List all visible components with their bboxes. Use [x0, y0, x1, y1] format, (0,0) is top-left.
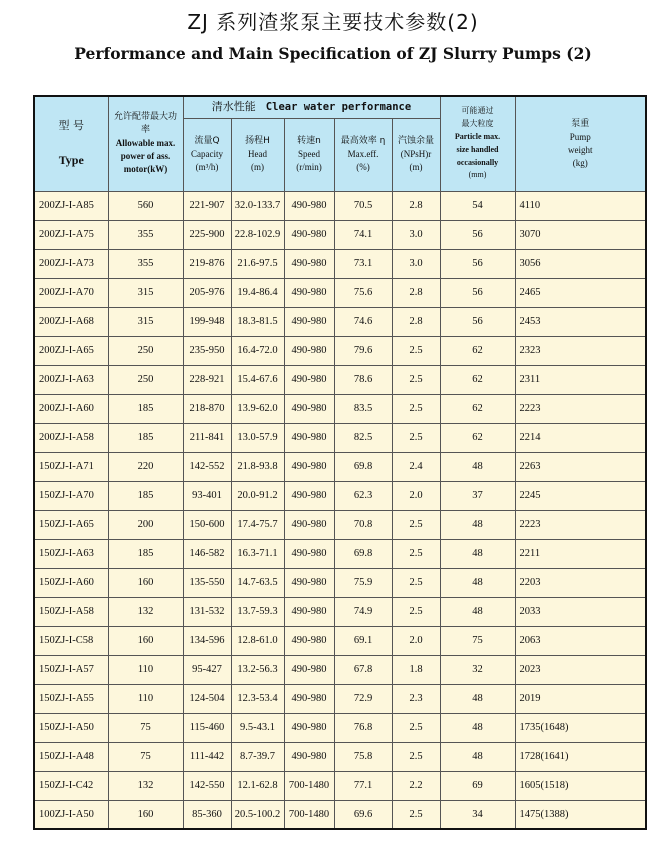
cell-weight: 2203: [515, 568, 646, 597]
header-npsh: [392, 118, 440, 191]
cell-particle: 48: [440, 452, 515, 481]
cell-speed: 700-1480: [284, 800, 334, 829]
cell-capacity: 111-442: [183, 742, 231, 771]
cell-model: 150ZJ-I-A60: [34, 568, 108, 597]
header-weight-en2: weight: [568, 144, 593, 155]
cell-particle: 56: [440, 307, 515, 336]
cell-capacity: 142-552: [183, 452, 231, 481]
cell-npsh: 2.5: [392, 742, 440, 771]
header-clear-water-cn: 清水性能: [211, 100, 256, 114]
cell-speed: 490-980: [284, 626, 334, 655]
cell-power: 200: [108, 510, 183, 539]
cell-efficiency: 79.6: [334, 336, 392, 365]
table-row: [34, 423, 646, 452]
cell-model: 150ZJ-I-A55: [34, 684, 108, 713]
cell-head: 21.6-97.5: [231, 249, 284, 278]
cell-head: 12.1-62.8: [231, 771, 284, 800]
cell-speed: 490-980: [284, 278, 334, 307]
header-efficiency-en: Max.eff.: [347, 148, 379, 159]
cell-head: 19.4-86.4: [231, 278, 284, 307]
table-row: [34, 655, 646, 684]
cell-weight: 2033: [515, 597, 646, 626]
cell-head: 15.4-67.6: [231, 365, 284, 394]
cell-npsh: 1.8: [392, 655, 440, 684]
cell-npsh: 2.5: [392, 597, 440, 626]
cell-weight: 2063: [515, 626, 646, 655]
header-npsh-en: (NPsH)r: [400, 148, 432, 159]
cell-efficiency: 82.5: [334, 423, 392, 452]
cell-capacity: 228-921: [183, 365, 231, 394]
cell-capacity: 146-582: [183, 539, 231, 568]
cell-head: 13.9-62.0: [231, 394, 284, 423]
cell-particle: 62: [440, 365, 515, 394]
cell-speed: 700-1480: [284, 771, 334, 800]
table-row: [34, 771, 646, 800]
table-row: [34, 365, 646, 394]
cell-power: 315: [108, 278, 183, 307]
cell-head: 16.3-71.1: [231, 539, 284, 568]
cell-model: 200ZJ-I-A63: [34, 365, 108, 394]
table-row: [34, 626, 646, 655]
cell-head: 14.7-63.5: [231, 568, 284, 597]
cell-speed: 490-980: [284, 684, 334, 713]
table-header: [34, 96, 646, 191]
cell-capacity: 134-596: [183, 626, 231, 655]
cell-head: 12.3-53.4: [231, 684, 284, 713]
cell-model: 200ZJ-I-A58: [34, 423, 108, 452]
cell-power: 250: [108, 365, 183, 394]
header-type-cn: 型 号: [58, 119, 84, 133]
cell-model: 150ZJ-I-A50: [34, 713, 108, 742]
header-capacity-cn: 流量Q: [194, 135, 220, 146]
cell-weight: 1735(1648): [515, 713, 646, 742]
table-row: [34, 249, 646, 278]
cell-npsh: 2.8: [392, 278, 440, 307]
cell-npsh: 2.0: [392, 481, 440, 510]
header-power-cn: 允许配带最大功 率: [113, 112, 177, 136]
cell-efficiency: 70.8: [334, 510, 392, 539]
cell-power: 355: [108, 220, 183, 249]
header-power-en3: motor(kW): [123, 164, 168, 175]
cell-weight: 2245: [515, 481, 646, 510]
header-efficiency-unit: (%): [356, 162, 370, 173]
cell-efficiency: 75.6: [334, 278, 392, 307]
cell-weight: 1728(1641): [515, 742, 646, 771]
header-particle-unit: (mm): [468, 170, 487, 180]
header-power-en2: power of ass.: [120, 151, 171, 162]
cell-weight: 2214: [515, 423, 646, 452]
cell-model: 200ZJ-I-A73: [34, 249, 108, 278]
cell-weight: 3070: [515, 220, 646, 249]
cell-weight: 3056: [515, 249, 646, 278]
cell-capacity: 142-550: [183, 771, 231, 800]
cell-particle: 37: [440, 481, 515, 510]
cell-capacity: 135-550: [183, 568, 231, 597]
cell-speed: 490-980: [284, 336, 334, 365]
cell-head: 18.3-81.5: [231, 307, 284, 336]
cell-model: 150ZJ-I-A71: [34, 452, 108, 481]
cell-npsh: 2.5: [392, 568, 440, 597]
cell-particle: 56: [440, 278, 515, 307]
cell-capacity: 150-600: [183, 510, 231, 539]
cell-capacity: 219-876: [183, 249, 231, 278]
cell-particle: 56: [440, 249, 515, 278]
cell-particle: 48: [440, 684, 515, 713]
cell-npsh: 2.5: [392, 713, 440, 742]
cell-capacity: 225-900: [183, 220, 231, 249]
header-npsh-cn: 汽蚀余量: [398, 135, 435, 146]
cell-npsh: 2.4: [392, 452, 440, 481]
cell-head: 16.4-72.0: [231, 336, 284, 365]
header-weight-unit: (kg): [572, 157, 588, 168]
cell-npsh: 2.5: [392, 394, 440, 423]
cell-head: 22.8-102.9: [231, 220, 284, 249]
cell-weight: 2223: [515, 510, 646, 539]
cell-speed: 490-980: [284, 742, 334, 771]
cell-npsh: 2.2: [392, 771, 440, 800]
cell-speed: 490-980: [284, 539, 334, 568]
header-power: [108, 96, 183, 191]
cell-weight: 1475(1388): [515, 800, 646, 829]
header-type: [34, 96, 108, 191]
cell-capacity: 131-532: [183, 597, 231, 626]
cell-model: 150ZJ-I-A65: [34, 510, 108, 539]
cell-capacity: 199-948: [183, 307, 231, 336]
cell-power: 110: [108, 684, 183, 713]
header-particle-en3: occasionally: [456, 157, 499, 167]
header-speed-cn: 转速n: [297, 135, 321, 146]
cell-npsh: 2.5: [392, 539, 440, 568]
cell-head: 8.7-39.7: [231, 742, 284, 771]
cell-speed: 490-980: [284, 394, 334, 423]
cell-speed: 490-980: [284, 365, 334, 394]
table-row: [34, 510, 646, 539]
cell-head: 21.8-93.8: [231, 452, 284, 481]
cell-particle: 62: [440, 423, 515, 452]
cell-efficiency: 78.6: [334, 365, 392, 394]
table-row: [34, 684, 646, 713]
cell-power: 355: [108, 249, 183, 278]
page-title-english: Performance and Main Specification of ZJ Slurry Pumps (2): [74, 44, 592, 63]
cell-speed: 490-980: [284, 423, 334, 452]
cell-power: 160: [108, 568, 183, 597]
cell-particle: 62: [440, 336, 515, 365]
cell-particle: 62: [440, 394, 515, 423]
table-row: [34, 336, 646, 365]
table-row: [34, 481, 646, 510]
cell-efficiency: 69.8: [334, 452, 392, 481]
header-head: [231, 118, 284, 191]
cell-capacity: 95-427: [183, 655, 231, 684]
cell-npsh: 2.0: [392, 626, 440, 655]
header-particle-cn1: 可能通过: [461, 106, 494, 116]
cell-weight: 2311: [515, 365, 646, 394]
cell-capacity: 211-841: [183, 423, 231, 452]
cell-power: 160: [108, 800, 183, 829]
cell-model: 150ZJ-I-C58: [34, 626, 108, 655]
cell-model: 200ZJ-I-A65: [34, 336, 108, 365]
header-clear-water-en: Clear water performance: [265, 101, 412, 114]
table-row: [34, 394, 646, 423]
header-particle: [440, 96, 515, 191]
cell-efficiency: 83.5: [334, 394, 392, 423]
header-speed-en: Speed: [298, 148, 320, 159]
header-particle-cn2: 最大粒度: [461, 119, 494, 129]
cell-head: 13.2-56.3: [231, 655, 284, 684]
cell-particle: 48: [440, 597, 515, 626]
header-capacity-unit: (m³/h): [195, 162, 219, 173]
table-row: [34, 278, 646, 307]
header-type-en: Type: [58, 153, 84, 168]
table-row: [34, 191, 646, 220]
cell-head: 20.0-91.2: [231, 481, 284, 510]
cell-model: 150ZJ-I-A63: [34, 539, 108, 568]
cell-particle: 34: [440, 800, 515, 829]
cell-power: 110: [108, 655, 183, 684]
spec-table: [33, 95, 647, 830]
header-head-en: Head: [248, 148, 267, 159]
cell-head: 17.4-75.7: [231, 510, 284, 539]
header-capacity: [183, 118, 231, 191]
cell-npsh: 2.5: [392, 365, 440, 394]
cell-head: 32.0-133.7: [231, 191, 284, 220]
cell-speed: 490-980: [284, 191, 334, 220]
table-row: [34, 568, 646, 597]
cell-capacity: 221-907: [183, 191, 231, 220]
table-row: [34, 539, 646, 568]
cell-npsh: 2.5: [392, 336, 440, 365]
header-particle-en1: Particle max.: [454, 131, 501, 141]
cell-efficiency: 69.8: [334, 539, 392, 568]
cell-power: 160: [108, 626, 183, 655]
cell-speed: 490-980: [284, 655, 334, 684]
cell-model: 200ZJ-I-A70: [34, 278, 108, 307]
cell-efficiency: 62.3: [334, 481, 392, 510]
cell-weight: 1605(1518): [515, 771, 646, 800]
cell-speed: 490-980: [284, 481, 334, 510]
cell-efficiency: 69.1: [334, 626, 392, 655]
cell-weight: 4110: [515, 191, 646, 220]
cell-speed: 490-980: [284, 713, 334, 742]
cell-particle: 48: [440, 742, 515, 771]
header-power-en1: Allowable max.: [115, 138, 176, 149]
cell-npsh: 3.0: [392, 249, 440, 278]
cell-power: 132: [108, 597, 183, 626]
header-weight-cn: 泵重: [571, 118, 590, 129]
cell-npsh: 2.8: [392, 307, 440, 336]
cell-capacity: 115-460: [183, 713, 231, 742]
table-row: [34, 220, 646, 249]
cell-model: 200ZJ-I-A68: [34, 307, 108, 336]
cell-efficiency: 75.9: [334, 568, 392, 597]
cell-particle: 69: [440, 771, 515, 800]
cell-npsh: 2.5: [392, 800, 440, 829]
cell-efficiency: 72.9: [334, 684, 392, 713]
cell-capacity: 205-976: [183, 278, 231, 307]
cell-speed: 490-980: [284, 568, 334, 597]
header-efficiency: [334, 118, 392, 191]
cell-model: 100ZJ-I-A50: [34, 800, 108, 829]
cell-head: 20.5-100.2: [231, 800, 284, 829]
cell-speed: 490-980: [284, 510, 334, 539]
cell-particle: 48: [440, 510, 515, 539]
page-title-chinese: ZJ 系列渣浆泵主要技术参数(2): [187, 10, 479, 34]
cell-model: 150ZJ-I-A48: [34, 742, 108, 771]
cell-power: 75: [108, 713, 183, 742]
header-weight-en1: Pump: [569, 131, 591, 142]
cell-power: 185: [108, 394, 183, 423]
table-row: [34, 713, 646, 742]
cell-efficiency: 74.1: [334, 220, 392, 249]
cell-model: 150ZJ-I-A58: [34, 597, 108, 626]
cell-particle: 48: [440, 539, 515, 568]
cell-weight: 2223: [515, 394, 646, 423]
header-weight: [515, 96, 646, 191]
cell-particle: 56: [440, 220, 515, 249]
header-efficiency-cn: 最高效率 η: [340, 135, 386, 146]
cell-particle: 48: [440, 713, 515, 742]
cell-npsh: 2.5: [392, 510, 440, 539]
cell-efficiency: 67.8: [334, 655, 392, 684]
cell-efficiency: 75.8: [334, 742, 392, 771]
cell-head: 9.5-43.1: [231, 713, 284, 742]
table-row: [34, 452, 646, 481]
cell-npsh: 2.8: [392, 191, 440, 220]
cell-speed: 490-980: [284, 307, 334, 336]
cell-speed: 490-980: [284, 597, 334, 626]
cell-efficiency: 74.6: [334, 307, 392, 336]
cell-efficiency: 77.1: [334, 771, 392, 800]
cell-particle: 48: [440, 568, 515, 597]
cell-power: 250: [108, 336, 183, 365]
cell-efficiency: 74.9: [334, 597, 392, 626]
cell-weight: 2453: [515, 307, 646, 336]
cell-capacity: 85-360: [183, 800, 231, 829]
cell-capacity: 218-870: [183, 394, 231, 423]
cell-efficiency: 69.6: [334, 800, 392, 829]
cell-efficiency: 76.8: [334, 713, 392, 742]
header-head-unit: (m): [251, 162, 264, 173]
cell-efficiency: 73.1: [334, 249, 392, 278]
cell-npsh: 2.5: [392, 423, 440, 452]
cell-particle: 54: [440, 191, 515, 220]
cell-weight: 2263: [515, 452, 646, 481]
cell-model: 150ZJ-I-A57: [34, 655, 108, 684]
cell-power: 75: [108, 742, 183, 771]
cell-weight: 2211: [515, 539, 646, 568]
cell-power: 185: [108, 423, 183, 452]
cell-model: 200ZJ-I-A60: [34, 394, 108, 423]
cell-weight: 2465: [515, 278, 646, 307]
cell-efficiency: 70.5: [334, 191, 392, 220]
cell-weight: 2023: [515, 655, 646, 684]
header-head-cn: 扬程H: [245, 135, 270, 146]
cell-model: 200ZJ-I-A75: [34, 220, 108, 249]
cell-head: 13.7-59.3: [231, 597, 284, 626]
cell-power: 132: [108, 771, 183, 800]
cell-model: 150ZJ-I-C42: [34, 771, 108, 800]
header-clear-water: [183, 96, 440, 118]
header-speed-unit: (r/min): [296, 162, 322, 173]
table-body: [34, 191, 646, 829]
cell-power: 560: [108, 191, 183, 220]
cell-particle: 75: [440, 626, 515, 655]
cell-capacity: 124-504: [183, 684, 231, 713]
cell-power: 185: [108, 481, 183, 510]
cell-power: 315: [108, 307, 183, 336]
cell-capacity: 93-401: [183, 481, 231, 510]
table-row: [34, 742, 646, 771]
cell-head: 12.8-61.0: [231, 626, 284, 655]
cell-npsh: 3.0: [392, 220, 440, 249]
cell-capacity: 235-950: [183, 336, 231, 365]
cell-speed: 490-980: [284, 249, 334, 278]
table-row: [34, 307, 646, 336]
header-speed: [284, 118, 334, 191]
cell-speed: 490-980: [284, 220, 334, 249]
cell-power: 185: [108, 539, 183, 568]
table-row: [34, 597, 646, 626]
header-npsh-unit: (m): [409, 162, 423, 173]
cell-npsh: 2.3: [392, 684, 440, 713]
header-capacity-en: Capacity: [191, 148, 223, 159]
table-row: [34, 800, 646, 829]
cell-weight: 2019: [515, 684, 646, 713]
header-particle-en2: size handled: [456, 144, 499, 154]
cell-weight: 2323: [515, 336, 646, 365]
cell-speed: 490-980: [284, 452, 334, 481]
cell-head: 13.0-57.9: [231, 423, 284, 452]
cell-power: 220: [108, 452, 183, 481]
cell-model: 150ZJ-I-A70: [34, 481, 108, 510]
cell-particle: 32: [440, 655, 515, 684]
cell-model: 200ZJ-I-A85: [34, 191, 108, 220]
